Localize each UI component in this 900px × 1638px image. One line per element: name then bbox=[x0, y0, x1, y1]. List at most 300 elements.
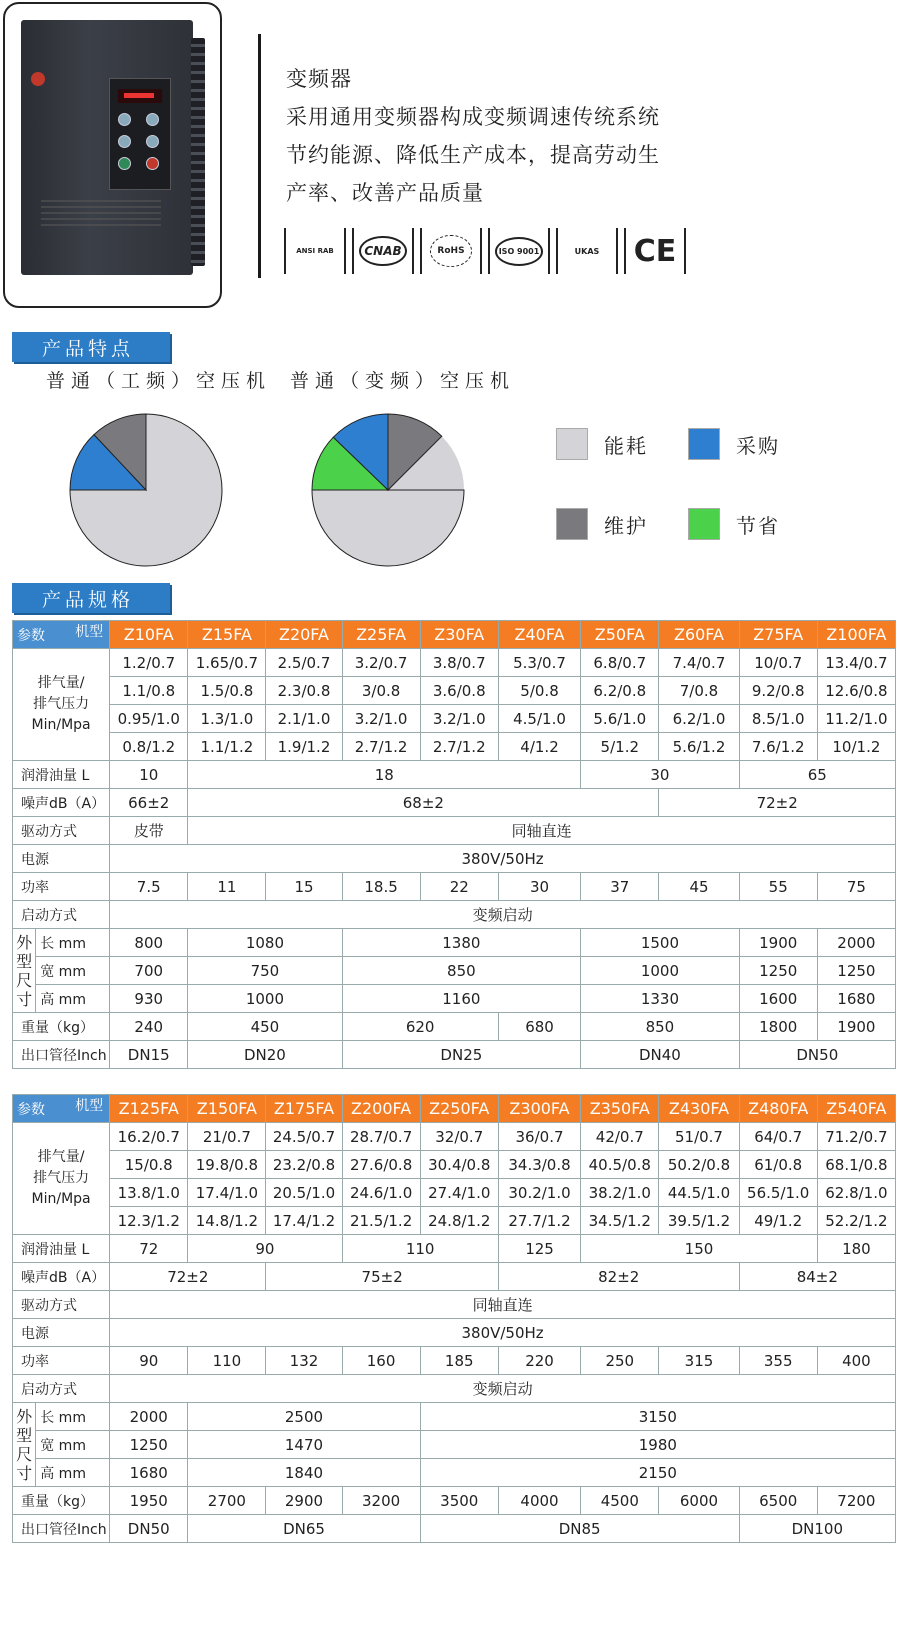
air-cell: 5.6/1.0 bbox=[581, 705, 659, 733]
row-label-outlet: 出口管径Inch bbox=[13, 1041, 110, 1069]
certification-row bbox=[284, 228, 686, 274]
run-button-icon bbox=[118, 157, 131, 170]
dim_w-cell: 1470 bbox=[188, 1431, 420, 1459]
table-row bbox=[13, 1515, 896, 1543]
power-cell: 55 bbox=[739, 873, 817, 901]
model-header: Z300FA bbox=[498, 1095, 580, 1123]
weight-cell: 620 bbox=[342, 1013, 498, 1041]
brand-logo-icon bbox=[31, 72, 45, 86]
outlet-cell: DN15 bbox=[110, 1041, 188, 1069]
air-cell: 1.2/0.7 bbox=[110, 649, 188, 677]
power-cell: 355 bbox=[739, 1347, 817, 1375]
weight-cell: 7200 bbox=[817, 1487, 895, 1515]
noise-cell: 84±2 bbox=[739, 1263, 895, 1291]
air-cell: 21.5/1.2 bbox=[342, 1207, 420, 1235]
air-cell: 71.2/0.7 bbox=[817, 1123, 895, 1151]
table-row bbox=[13, 761, 896, 789]
rohs-cert-icon: RoHS bbox=[420, 228, 482, 274]
oil-cell: 180 bbox=[817, 1235, 895, 1263]
weight-cell: 6000 bbox=[659, 1487, 739, 1515]
row-label-weight: 重量（kg） bbox=[13, 1013, 110, 1041]
pie-chart-fixed bbox=[56, 400, 236, 580]
air-cell: 3.2/1.0 bbox=[420, 705, 498, 733]
weight-cell: 1950 bbox=[110, 1487, 188, 1515]
corner-model: 机型 bbox=[75, 1098, 104, 1114]
drive-cell: 同轴直连 bbox=[110, 1291, 896, 1319]
legend-item-energy: 能耗 bbox=[556, 428, 648, 460]
iso9001-cert-icon: ISO 9001 bbox=[488, 228, 550, 274]
air-cell: 13.4/0.7 bbox=[817, 649, 895, 677]
cnab-cert-icon: CNAB bbox=[352, 228, 414, 274]
outlet-cell: DN20 bbox=[188, 1041, 342, 1069]
air-cell: 34.3/0.8 bbox=[498, 1151, 580, 1179]
legend-item-maintenance: 维护 bbox=[556, 508, 648, 540]
air-cell: 68.1/0.8 bbox=[817, 1151, 895, 1179]
dim_l-cell: 3150 bbox=[420, 1403, 895, 1431]
air-cell: 1.65/0.7 bbox=[188, 649, 266, 677]
weight-cell: 680 bbox=[498, 1013, 580, 1041]
air-cell: 24.5/0.7 bbox=[266, 1123, 342, 1151]
table-row bbox=[13, 929, 896, 957]
legend-item-purchase: 采购 bbox=[688, 428, 780, 460]
table-row bbox=[13, 873, 896, 901]
table-row bbox=[13, 1041, 896, 1069]
air-cell: 24.8/1.2 bbox=[420, 1207, 498, 1235]
table-corner bbox=[13, 1095, 110, 1123]
dim_w-cell: 700 bbox=[110, 957, 188, 985]
air-cell: 61/0.8 bbox=[739, 1151, 817, 1179]
air-cell: 2.1/1.0 bbox=[266, 705, 342, 733]
dim_l-cell: 1080 bbox=[188, 929, 342, 957]
air-cell: 49/1.2 bbox=[739, 1207, 817, 1235]
weight-cell: 2900 bbox=[266, 1487, 342, 1515]
air-cell: 8.5/1.0 bbox=[739, 705, 817, 733]
legend-item-savings: 节省 bbox=[688, 508, 780, 540]
power-cell: 220 bbox=[498, 1347, 580, 1375]
table-row bbox=[13, 1459, 896, 1487]
anab-cert-icon: ANSI RAB bbox=[284, 228, 346, 274]
power-supply-cell: 380V/50Hz bbox=[110, 1319, 896, 1347]
air-cell: 2.7/1.2 bbox=[420, 733, 498, 761]
weight-cell: 1900 bbox=[817, 1013, 895, 1041]
air-cell: 1.5/0.8 bbox=[188, 677, 266, 705]
air-cell: 42/0.7 bbox=[581, 1123, 659, 1151]
oil-cell: 125 bbox=[498, 1235, 580, 1263]
drive-cell: 同轴直连 bbox=[188, 817, 896, 845]
row-label-dim_w: 宽 mm bbox=[36, 957, 110, 985]
table-row bbox=[13, 1319, 896, 1347]
model-header: Z350FA bbox=[581, 1095, 659, 1123]
outlet-cell: DN50 bbox=[739, 1041, 895, 1069]
power-cell: 185 bbox=[420, 1347, 498, 1375]
power-cell: 7.5 bbox=[110, 873, 188, 901]
air-cell: 44.5/1.0 bbox=[659, 1179, 739, 1207]
model-header: Z75FA bbox=[739, 621, 817, 649]
table-row bbox=[13, 1123, 896, 1151]
outlet-cell: DN85 bbox=[420, 1515, 739, 1543]
air-cell: 64/0.7 bbox=[739, 1123, 817, 1151]
dim_w-cell: 850 bbox=[342, 957, 581, 985]
power-supply-cell: 380V/50Hz bbox=[110, 845, 896, 873]
air-cell: 2.5/0.7 bbox=[266, 649, 342, 677]
air-cell: 5/0.8 bbox=[498, 677, 580, 705]
air-cell: 36/0.7 bbox=[498, 1123, 580, 1151]
air-cell: 6.2/1.0 bbox=[659, 705, 739, 733]
power-cell: 400 bbox=[817, 1347, 895, 1375]
air-cell: 19.8/0.8 bbox=[188, 1151, 266, 1179]
row-label-dimensions: 外 型 尺 寸 bbox=[13, 929, 36, 1013]
model-header: Z10FA bbox=[110, 621, 188, 649]
model-header: Z25FA bbox=[342, 621, 420, 649]
table-row bbox=[13, 1403, 896, 1431]
panel-button-icon bbox=[146, 135, 159, 148]
weight-cell: 240 bbox=[110, 1013, 188, 1041]
specs-section-title: 产品规格 bbox=[12, 583, 170, 613]
power-cell: 90 bbox=[110, 1347, 188, 1375]
air-cell: 1.9/1.2 bbox=[266, 733, 342, 761]
table-corner bbox=[13, 621, 110, 649]
divider bbox=[258, 34, 261, 278]
start-cell: 变频启动 bbox=[110, 1375, 896, 1403]
row-label-oil: 润滑油量 L bbox=[13, 1235, 110, 1263]
outlet-cell: DN100 bbox=[739, 1515, 895, 1543]
air-cell: 6.2/0.8 bbox=[581, 677, 659, 705]
air-cell: 62.8/1.0 bbox=[817, 1179, 895, 1207]
row-label-power-supply: 电源 bbox=[13, 845, 110, 873]
air-cell: 1.1/0.8 bbox=[110, 677, 188, 705]
air-cell: 27.6/0.8 bbox=[342, 1151, 420, 1179]
dim_h-cell: 1840 bbox=[188, 1459, 420, 1487]
corner-param: 参数 bbox=[17, 627, 45, 644]
power-cell: 132 bbox=[266, 1347, 342, 1375]
row-label-dim_h: 高 mm bbox=[36, 1459, 110, 1487]
air-cell: 7.4/0.7 bbox=[659, 649, 739, 677]
table-row bbox=[13, 733, 896, 761]
table-row bbox=[13, 1487, 896, 1515]
dim_h-cell: 1160 bbox=[342, 985, 581, 1013]
model-header: Z540FA bbox=[817, 1095, 895, 1123]
row-label-power-supply: 电源 bbox=[13, 1319, 110, 1347]
outlet-cell: DN65 bbox=[188, 1515, 420, 1543]
model-header: Z480FA bbox=[739, 1095, 817, 1123]
dim_l-cell: 1380 bbox=[342, 929, 581, 957]
power-cell: 30 bbox=[498, 873, 580, 901]
oil-cell: 90 bbox=[188, 1235, 342, 1263]
air-cell: 7/0.8 bbox=[659, 677, 739, 705]
inverter-vent bbox=[191, 38, 205, 266]
air-cell: 40.5/0.8 bbox=[581, 1151, 659, 1179]
air-cell: 39.5/1.2 bbox=[659, 1207, 739, 1235]
row-label-power: 功率 bbox=[13, 873, 110, 901]
oil-cell: 10 bbox=[110, 761, 188, 789]
spec-table-1 bbox=[12, 620, 896, 1069]
model-header: Z250FA bbox=[420, 1095, 498, 1123]
table-row bbox=[13, 957, 896, 985]
intro-line: 变频器 bbox=[286, 67, 352, 91]
noise-cell: 72±2 bbox=[110, 1263, 266, 1291]
model-header: Z430FA bbox=[659, 1095, 739, 1123]
row-label-air: 排气量/ 排气压力 Min/Mpa bbox=[13, 649, 110, 761]
legend-swatch-maintenance bbox=[556, 508, 588, 540]
dim_h-cell: 1680 bbox=[110, 1459, 188, 1487]
table-row bbox=[13, 901, 896, 929]
air-cell: 32/0.7 bbox=[420, 1123, 498, 1151]
air-cell: 28.7/0.7 bbox=[342, 1123, 420, 1151]
model-header: Z20FA bbox=[266, 621, 342, 649]
weight-cell: 450 bbox=[188, 1013, 342, 1041]
model-header: Z60FA bbox=[659, 621, 739, 649]
model-header: Z125FA bbox=[110, 1095, 188, 1123]
dim_w-cell: 1980 bbox=[420, 1431, 895, 1459]
air-cell: 30.2/1.0 bbox=[498, 1179, 580, 1207]
model-header: Z150FA bbox=[188, 1095, 266, 1123]
row-label-drive: 驱动方式 bbox=[13, 817, 110, 845]
weight-cell: 1800 bbox=[739, 1013, 817, 1041]
table-row bbox=[13, 1235, 896, 1263]
panel-button-icon bbox=[146, 113, 159, 126]
air-cell: 4/1.2 bbox=[498, 733, 580, 761]
dim_h-cell: 2150 bbox=[420, 1459, 895, 1487]
model-header: Z100FA bbox=[817, 621, 895, 649]
table-row bbox=[13, 1095, 896, 1123]
inverter-control-panel bbox=[109, 78, 171, 190]
air-cell: 52.2/1.2 bbox=[817, 1207, 895, 1235]
air-cell: 3.8/0.7 bbox=[420, 649, 498, 677]
air-cell: 30.4/0.8 bbox=[420, 1151, 498, 1179]
air-cell: 56.5/1.0 bbox=[739, 1179, 817, 1207]
pie-title-vfd: 普通（变频）空压机 bbox=[290, 370, 516, 392]
weight-cell: 2700 bbox=[188, 1487, 266, 1515]
row-label-noise: 噪声dB（A） bbox=[13, 789, 110, 817]
row-label-start: 启动方式 bbox=[13, 1375, 110, 1403]
dim_l-cell: 1900 bbox=[739, 929, 817, 957]
table-row bbox=[13, 705, 896, 733]
air-cell: 4.5/1.0 bbox=[498, 705, 580, 733]
air-cell: 6.8/0.7 bbox=[581, 649, 659, 677]
inverter-image bbox=[21, 20, 193, 275]
model-header: Z40FA bbox=[498, 621, 580, 649]
air-cell: 3.6/0.8 bbox=[420, 677, 498, 705]
oil-cell: 18 bbox=[188, 761, 581, 789]
air-cell: 2.7/1.2 bbox=[342, 733, 420, 761]
intro-line: 产率、改善产品质量 bbox=[286, 181, 484, 205]
table-row bbox=[13, 985, 896, 1013]
air-cell: 17.4/1.0 bbox=[188, 1179, 266, 1207]
air-cell: 12.3/1.2 bbox=[110, 1207, 188, 1235]
air-cell: 23.2/0.8 bbox=[266, 1151, 342, 1179]
weight-cell: 4000 bbox=[498, 1487, 580, 1515]
dim_h-cell: 1000 bbox=[188, 985, 342, 1013]
table-row bbox=[13, 1151, 896, 1179]
noise-cell: 68±2 bbox=[188, 789, 659, 817]
table-row bbox=[13, 677, 896, 705]
dim_w-cell: 1000 bbox=[581, 957, 739, 985]
table-row bbox=[13, 1347, 896, 1375]
air-cell: 1.3/1.0 bbox=[188, 705, 266, 733]
power-cell: 37 bbox=[581, 873, 659, 901]
model-header: Z30FA bbox=[420, 621, 498, 649]
air-cell: 0.95/1.0 bbox=[110, 705, 188, 733]
air-cell: 15/0.8 bbox=[110, 1151, 188, 1179]
corner-param: 参数 bbox=[17, 1101, 45, 1118]
air-cell: 27.7/1.2 bbox=[498, 1207, 580, 1235]
dim_h-cell: 1680 bbox=[817, 985, 895, 1013]
air-cell: 9.2/0.8 bbox=[739, 677, 817, 705]
air-cell: 34.5/1.2 bbox=[581, 1207, 659, 1235]
row-label-power: 功率 bbox=[13, 1347, 110, 1375]
pie-slice-能耗 bbox=[312, 490, 464, 566]
air-cell: 7.6/1.2 bbox=[739, 733, 817, 761]
row-label-dim_l: 长 mm bbox=[36, 1403, 110, 1431]
air-cell: 51/0.7 bbox=[659, 1123, 739, 1151]
row-label-start: 启动方式 bbox=[13, 901, 110, 929]
air-cell: 0.8/1.2 bbox=[110, 733, 188, 761]
air-cell: 12.6/0.8 bbox=[817, 677, 895, 705]
weight-cell: 850 bbox=[581, 1013, 739, 1041]
table-row bbox=[13, 845, 896, 873]
weight-cell: 3200 bbox=[342, 1487, 420, 1515]
table-row bbox=[13, 789, 896, 817]
row-label-air: 排气量/ 排气压力 Min/Mpa bbox=[13, 1123, 110, 1235]
power-cell: 75 bbox=[817, 873, 895, 901]
table-row bbox=[13, 817, 896, 845]
legend-swatch-energy bbox=[556, 428, 588, 460]
power-cell: 18.5 bbox=[342, 873, 420, 901]
row-label-dim_w: 宽 mm bbox=[36, 1431, 110, 1459]
power-cell: 160 bbox=[342, 1347, 420, 1375]
air-cell: 1.1/1.2 bbox=[188, 733, 266, 761]
row-label-weight: 重量（kg） bbox=[13, 1487, 110, 1515]
intro-line: 采用通用变频器构成变频调速传统系统 bbox=[286, 105, 660, 129]
row-label-drive: 驱动方式 bbox=[13, 1291, 110, 1319]
air-cell: 10/0.7 bbox=[739, 649, 817, 677]
power-cell: 22 bbox=[420, 873, 498, 901]
intro-line: 节约能源、降低生产成本，提高劳动生 bbox=[286, 143, 660, 167]
dim_l-cell: 2000 bbox=[110, 1403, 188, 1431]
air-cell: 20.5/1.0 bbox=[266, 1179, 342, 1207]
air-cell: 16.2/0.7 bbox=[110, 1123, 188, 1151]
corner-model: 机型 bbox=[75, 624, 104, 640]
table-row bbox=[13, 1291, 896, 1319]
inverter-nameplate bbox=[41, 200, 161, 230]
power-cell: 15 bbox=[266, 873, 342, 901]
air-cell: 50.2/0.8 bbox=[659, 1151, 739, 1179]
air-cell: 11.2/1.0 bbox=[817, 705, 895, 733]
air-cell: 14.8/1.2 bbox=[188, 1207, 266, 1235]
pie-title-fixed: 普通（工频）空压机 bbox=[46, 370, 272, 392]
legend-swatch-purchase bbox=[688, 428, 720, 460]
inverter-display bbox=[118, 89, 162, 103]
air-cell: 27.4/1.0 bbox=[420, 1179, 498, 1207]
power-cell: 110 bbox=[188, 1347, 266, 1375]
weight-cell: 6500 bbox=[739, 1487, 817, 1515]
air-cell: 5.3/0.7 bbox=[498, 649, 580, 677]
dim_w-cell: 1250 bbox=[110, 1431, 188, 1459]
table-row bbox=[13, 1179, 896, 1207]
row-label-noise: 噪声dB（A） bbox=[13, 1263, 110, 1291]
ce-cert-icon: CE bbox=[624, 228, 686, 274]
outlet-cell: DN40 bbox=[581, 1041, 739, 1069]
power-cell: 45 bbox=[659, 873, 739, 901]
dim_w-cell: 1250 bbox=[739, 957, 817, 985]
ukas-cert-icon: UKAS bbox=[556, 228, 618, 274]
table-row bbox=[13, 1207, 896, 1235]
drive-cell: 皮带 bbox=[110, 817, 188, 845]
dim_h-cell: 1330 bbox=[581, 985, 739, 1013]
legend-swatch-savings bbox=[688, 508, 720, 540]
dim_w-cell: 1250 bbox=[817, 957, 895, 985]
outlet-cell: DN25 bbox=[342, 1041, 581, 1069]
table-row bbox=[13, 1263, 896, 1291]
dim_l-cell: 1500 bbox=[581, 929, 739, 957]
dim_l-cell: 2500 bbox=[188, 1403, 420, 1431]
air-cell: 13.8/1.0 bbox=[110, 1179, 188, 1207]
weight-cell: 4500 bbox=[581, 1487, 659, 1515]
air-cell: 3.2/0.7 bbox=[342, 649, 420, 677]
air-cell: 38.2/1.0 bbox=[581, 1179, 659, 1207]
row-label-dim_h: 高 mm bbox=[36, 985, 110, 1013]
dim_l-cell: 800 bbox=[110, 929, 188, 957]
table-row bbox=[13, 1375, 896, 1403]
stop-button-icon bbox=[146, 157, 159, 170]
noise-cell: 82±2 bbox=[498, 1263, 739, 1291]
oil-cell: 30 bbox=[581, 761, 739, 789]
panel-button-icon bbox=[118, 113, 131, 126]
air-cell: 5/1.2 bbox=[581, 733, 659, 761]
row-label-oil: 润滑油量 L bbox=[13, 761, 110, 789]
noise-cell: 72±2 bbox=[659, 789, 896, 817]
noise-cell: 66±2 bbox=[110, 789, 188, 817]
air-cell: 21/0.7 bbox=[188, 1123, 266, 1151]
dim_w-cell: 750 bbox=[188, 957, 342, 985]
oil-cell: 110 bbox=[342, 1235, 498, 1263]
product-photo-frame bbox=[3, 2, 222, 308]
air-cell: 17.4/1.2 bbox=[266, 1207, 342, 1235]
spec-table-2 bbox=[12, 1094, 896, 1543]
air-cell: 10/1.2 bbox=[817, 733, 895, 761]
intro-text bbox=[286, 60, 660, 212]
noise-cell: 75±2 bbox=[266, 1263, 498, 1291]
air-cell: 3.2/1.0 bbox=[342, 705, 420, 733]
air-cell: 24.6/1.0 bbox=[342, 1179, 420, 1207]
weight-cell: 3500 bbox=[420, 1487, 498, 1515]
table-row bbox=[13, 621, 896, 649]
features-section-title: 产品特点 bbox=[12, 332, 170, 362]
table-row bbox=[13, 649, 896, 677]
oil-cell: 72 bbox=[110, 1235, 188, 1263]
outlet-cell: DN50 bbox=[110, 1515, 188, 1543]
model-header: Z175FA bbox=[266, 1095, 342, 1123]
oil-cell: 65 bbox=[739, 761, 895, 789]
dim_h-cell: 930 bbox=[110, 985, 188, 1013]
power-cell: 315 bbox=[659, 1347, 739, 1375]
model-header: Z15FA bbox=[188, 621, 266, 649]
dim_h-cell: 1600 bbox=[739, 985, 817, 1013]
table-row bbox=[13, 1431, 896, 1459]
power-cell: 250 bbox=[581, 1347, 659, 1375]
model-header: Z200FA bbox=[342, 1095, 420, 1123]
row-label-dimensions: 外 型 尺 寸 bbox=[13, 1403, 36, 1487]
air-cell: 5.6/1.2 bbox=[659, 733, 739, 761]
start-cell: 变频启动 bbox=[110, 901, 896, 929]
air-cell: 2.3/0.8 bbox=[266, 677, 342, 705]
pie-chart-vfd bbox=[298, 400, 478, 580]
row-label-outlet: 出口管径Inch bbox=[13, 1515, 110, 1543]
model-header: Z50FA bbox=[581, 621, 659, 649]
air-cell: 3/0.8 bbox=[342, 677, 420, 705]
oil-cell: 150 bbox=[581, 1235, 818, 1263]
panel-button-icon bbox=[118, 135, 131, 148]
